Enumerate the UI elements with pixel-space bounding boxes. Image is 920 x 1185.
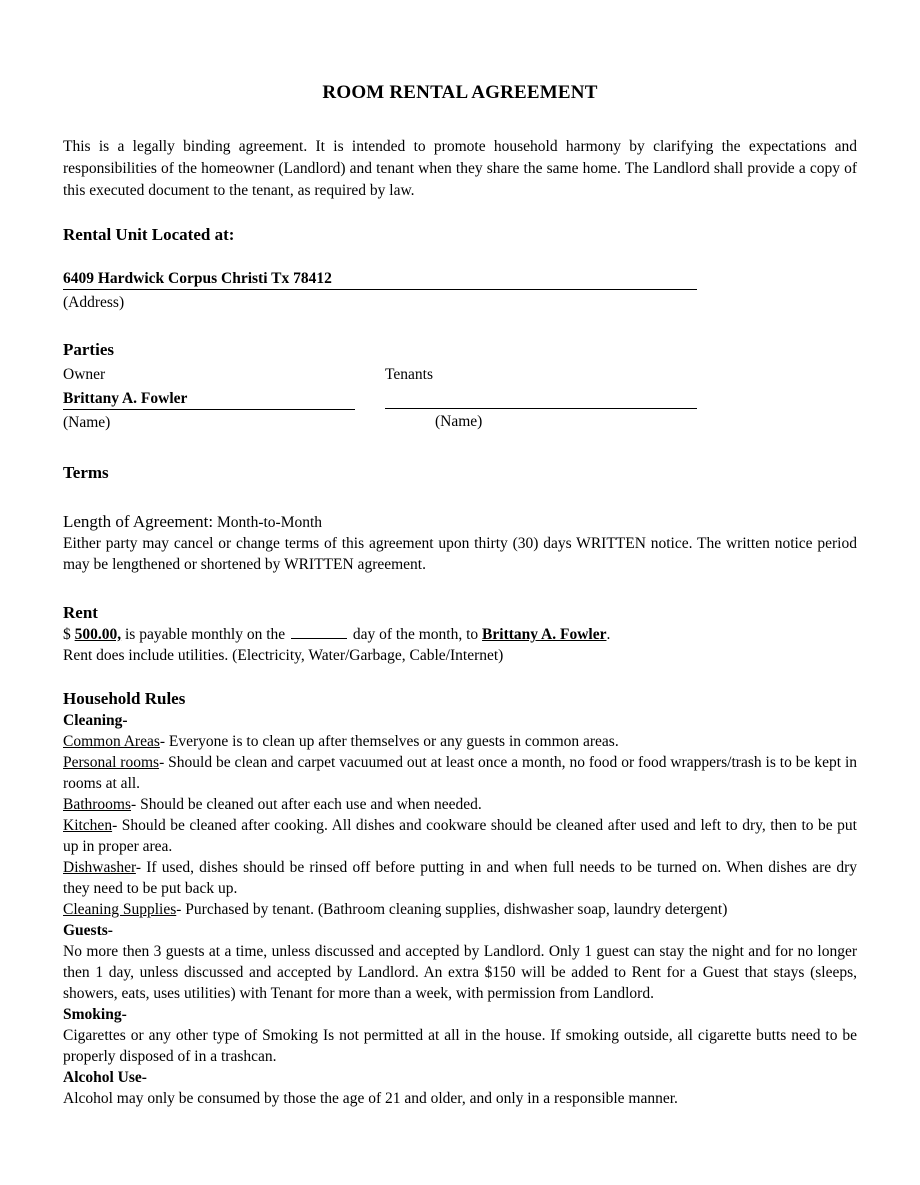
rule-dash-2: - [131, 796, 141, 813]
utilities-line: Rent does include utilities. (Electricity, Water/Garbage, Cable/Internet) [63, 647, 504, 664]
rule-item-cleaning-supplies [63, 899, 857, 920]
alcohol-paragraph: Alcohol may only be consumed by those the age of 21 and older, and only in a responsible manner. [63, 1090, 678, 1107]
length-of-agreement-label: Length of Agreement: [63, 512, 214, 531]
smoking-label-text: Smoking- [63, 1006, 127, 1023]
length-of-agreement-line [63, 511, 857, 533]
rule-dash-0: - [159, 733, 169, 750]
currency-symbol: $ [63, 626, 71, 643]
length-of-agreement-block [63, 484, 857, 575]
rule-dash-4: - [135, 859, 147, 876]
owner-name-row [63, 385, 355, 410]
length-of-agreement-value: Month-to-Month [217, 514, 323, 531]
rule-item-common-areas [63, 731, 857, 752]
rule-label-kitchen: Kitchen [63, 817, 113, 834]
tenant-name-rule [385, 389, 697, 409]
rule-item-kitchen [63, 815, 857, 857]
owner-name-rule [187, 390, 355, 410]
guests-paragraph: No more then 3 guests at a time, unless discussed and accepted by Landlord. Only 1 guest can stay the night and for no longer then 1 day, unless discussed and accepted by Landlord. An extra $150 will be added to Rent for a Guest that stays (sleeps, showers, eats, uses utilities) with Tenant for more than a week, with permission from Landlord. [63, 943, 857, 1002]
rule-item-personal-rooms [63, 752, 857, 794]
address-value[interactable]: 6409 Hardwick Corpus Christi Tx 78412 [63, 269, 332, 290]
rule-text-cleaning-supplies: Purchased by tenant. (Bathroom cleaning supplies, dishwasher soap, laundry detergent) [185, 901, 728, 918]
rent-payee-value[interactable]: Brittany A. Fowler [482, 626, 607, 643]
terms-heading: Terms [63, 463, 109, 482]
owner-name-caption: (Name) [63, 414, 111, 431]
alcohol-label-text: Alcohol Use- [63, 1069, 147, 1086]
rule-label-common-areas: Common Areas [63, 733, 160, 750]
rule-label-personal-rooms: Personal rooms [63, 754, 160, 771]
rule-label-dishwasher: Dishwasher [63, 859, 136, 876]
cleaning-label [63, 710, 857, 731]
owner-label: Owner [63, 366, 106, 383]
rule-dash-5: - [176, 901, 186, 918]
parties-heading: Parties [63, 340, 114, 359]
rule-item-dishwasher [63, 857, 857, 899]
rule-label-cleaning-supplies: Cleaning Supplies [63, 901, 177, 918]
rule-text-common-areas: Everyone is to clean up after themselves or any guests in common areas. [168, 733, 619, 750]
owner-name-value[interactable]: Brittany A. Fowler [63, 389, 187, 410]
rule-text-dishwasher: If used, dishes should be rinsed off before putting in and when full needs to be turned on. When dishes are dry they need to be put back up. [63, 859, 857, 897]
tenant-name-caption: (Name) [435, 413, 483, 430]
rent-amount-line [63, 624, 857, 645]
rule-text-kitchen: Should be cleaned after cooking. All dishes and cookware should be cleaned after used and left to dry, then to be put up in proper area. [63, 817, 857, 855]
guests-label-text: Guests- [63, 922, 113, 939]
rent-day-blank[interactable] [291, 624, 347, 639]
address-field-row [63, 246, 697, 290]
rent-heading: Rent [63, 603, 98, 622]
smoking-paragraph: Cigarettes or any other type of Smoking Is not permitted at all in the house. If smoking outside, all cigarette butts need to be properly disposed of in a trashcan. [63, 1027, 857, 1065]
address-rule [332, 270, 697, 290]
rule-dash-3: - [112, 817, 122, 834]
rent-mid-text: is payable monthly on the [125, 626, 286, 643]
rule-text-bathrooms: Should be cleaned out after each use and when needed. [140, 796, 482, 813]
tenant-column [385, 361, 697, 433]
rent-amount-value[interactable]: 500.00, [74, 626, 122, 643]
notice-paragraph: Either party may cancel or change terms of this agreement upon thirty (30) days WRITTEN notice. The written notice period may be lengthened or shortened by WRITTEN agreement. [63, 535, 857, 573]
rental-unit-heading: Rental Unit Located at: [63, 225, 235, 244]
rule-dash-1: - [159, 754, 169, 771]
rent-period: . [606, 626, 611, 643]
alcohol-label [63, 1067, 857, 1088]
intro-paragraph: This is a legally binding agreement. It is intended to promote household harmony by clarifying the expectations and responsibilities of the homeowner (Landlord) and tenant when they share the same home. The Landlord shall provide a copy of this executed document to the tenant, as required by law. [63, 138, 857, 199]
tenant-name-row [385, 385, 697, 409]
guests-label [63, 920, 857, 941]
rule-label-bathrooms: Bathrooms [63, 796, 132, 813]
owner-column [63, 361, 385, 433]
household-rules-heading: Household Rules [63, 689, 186, 708]
page-title: ROOM RENTAL AGREEMENT [322, 82, 598, 103]
rent-after-blank-text: day of the month, to [352, 626, 479, 643]
parties-grid [63, 361, 697, 433]
rule-text-personal-rooms: Should be clean and carpet vacuumed out at least once a month, no food or food wrappers/trash is to be kept in rooms at all. [63, 754, 857, 792]
cleaning-label-text: Cleaning- [63, 712, 128, 729]
rule-item-bathrooms [63, 794, 857, 815]
tenants-label: Tenants [385, 366, 433, 383]
smoking-label [63, 1004, 857, 1025]
address-caption: (Address) [63, 294, 125, 311]
